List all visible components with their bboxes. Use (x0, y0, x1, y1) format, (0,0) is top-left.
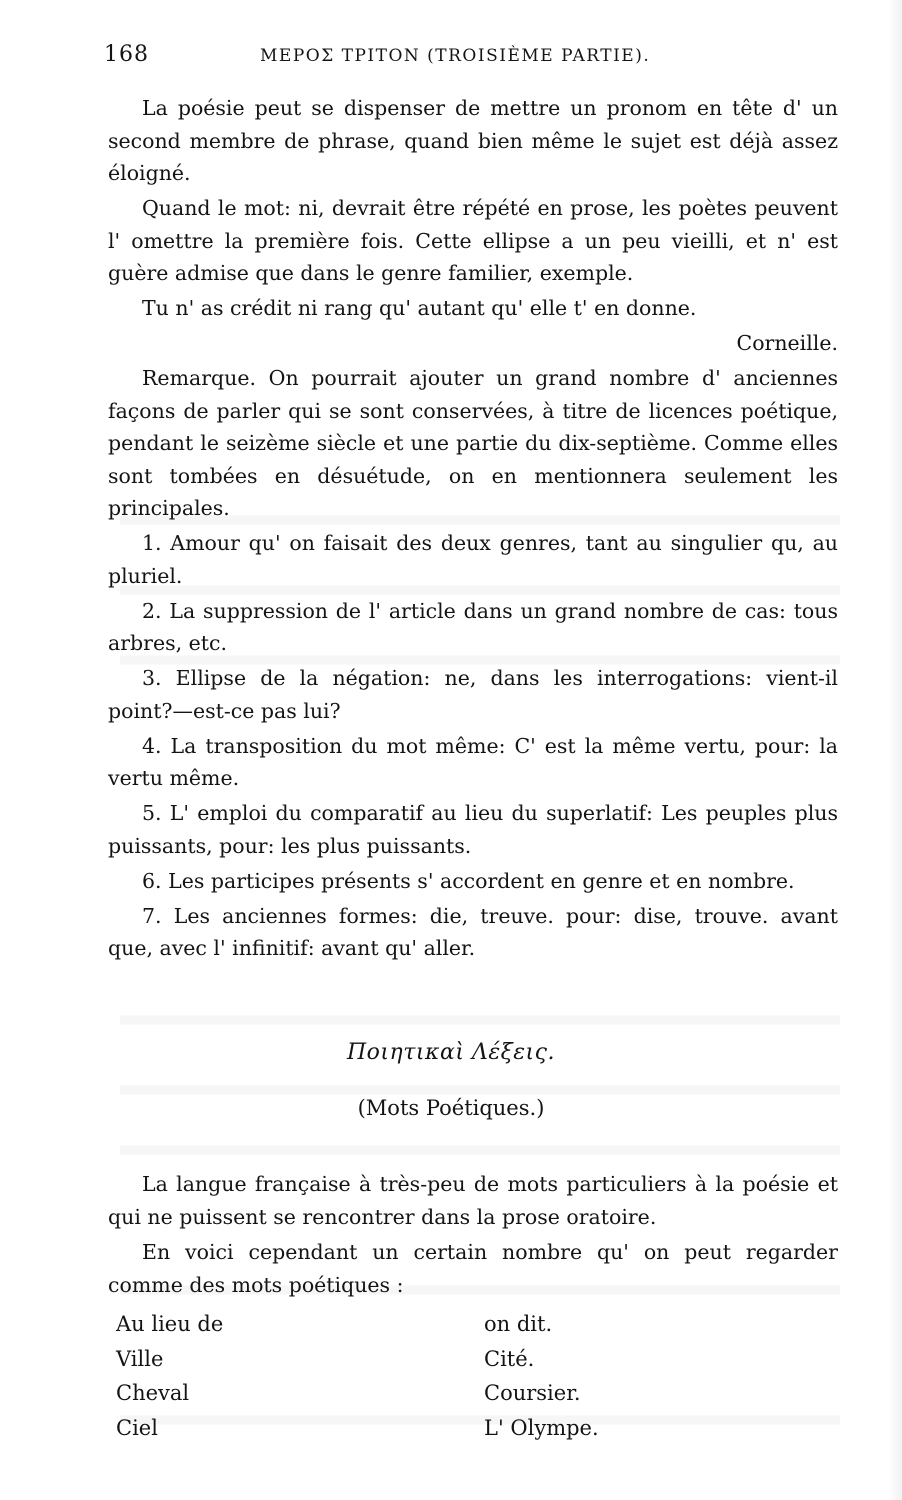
poetic-words-intro (108, 1168, 838, 1304)
list-item: 4. La transposition du mot même: C' est la même vertu, pour: la vertu même. (108, 733, 838, 790)
running-head: ΜΕΡΟΣ ΤΡΙΤΟΝ (TROISIÈME PARTIE). (260, 46, 651, 66)
paragraph-ni: Quand le mot: ni, devrait être répété en prose, les poètes peuvent l' omettre la première fois. Cette ellipse a un peu vieilli, et n' est guère admise que dans le genre familier, exemple. (108, 196, 838, 285)
glossary-poetic-word: Cité. (484, 1346, 535, 1371)
glossary-row (116, 1312, 816, 1347)
binding-shadow (888, 0, 902, 1500)
page-header (104, 42, 844, 78)
glossary-row (116, 1347, 816, 1382)
quotation-author: Corneille. (736, 331, 838, 355)
glossary-row (116, 1381, 816, 1416)
poetic-words-table (116, 1312, 816, 1450)
main-text-block (108, 92, 838, 967)
paragraph-remarque: Remarque. On pourrait ajouter un grand nombre d' anciennes façons de parler qui se sont conservées, à titre de licences poétique, pendant le seizème siècle et une partie du dix-septième. Comme elles sont tombées en désuétude, on en mentionnera seulement les principales. (108, 366, 838, 520)
glossary-poetic-word: L' Olympe. (484, 1415, 599, 1440)
glossary-row (116, 1416, 816, 1451)
glossary-prose-word: Ville (116, 1346, 164, 1371)
list-item: 2. La suppression de l' article dans un grand nombre de cas: tous arbres, etc. (108, 598, 838, 655)
page-number: 168 (104, 42, 149, 67)
section-subtitle: (Mots Poétiques.) (357, 1096, 545, 1120)
list-item: 1. Amour qu' on faisait des deux genres, tant au singulier qu, au pluriel. (108, 531, 838, 588)
list-item: 5. L' emploi du comparatif au lieu du superlatif: Les peuples plus puissants, pour: les plus puissants. (108, 801, 838, 858)
glossary-prose-word: Ciel (116, 1415, 158, 1440)
list-item: 3. Ellipse de la négation: ne, dans les interrogations: vient-il point?—est-ce pas lui? (108, 666, 838, 723)
list-item: 6. Les participes présents s' accordent en genre et en nombre. (142, 868, 795, 893)
glossary-poetic-word: Coursier. (484, 1381, 581, 1405)
list-item: 7. Les anciennes formes: die, treuve. pour: dise, trouve. avant que, avec l' infinitif: avant qu' aller. (108, 903, 838, 960)
paragraph-langue: La langue française à très-peu de mots particuliers à la poésie et qui ne puissent se rencontrer dans la prose oratoire. (108, 1172, 838, 1229)
paragraph-en-voici: En voici cependant un certain nombre qu' on peut regarder comme des mots poétiques : (108, 1240, 838, 1297)
glossary-poetic-word: on dit. (484, 1312, 553, 1336)
glossary-prose-word: Cheval (116, 1381, 190, 1405)
section-title-greek: Ποιητικαὶ Λέξεις. (347, 1040, 555, 1065)
glossary-prose-word: Au lieu de (116, 1312, 224, 1336)
paragraph-pronom: La poésie peut se dispenser de mettre un pronom en tête d' un second membre de phrase, quand bien même le sujet est déjà assez éloigné. (108, 96, 838, 185)
quotation-line: Tu n' as crédit ni rang qu' autant qu' elle t' en donne. (142, 296, 697, 320)
